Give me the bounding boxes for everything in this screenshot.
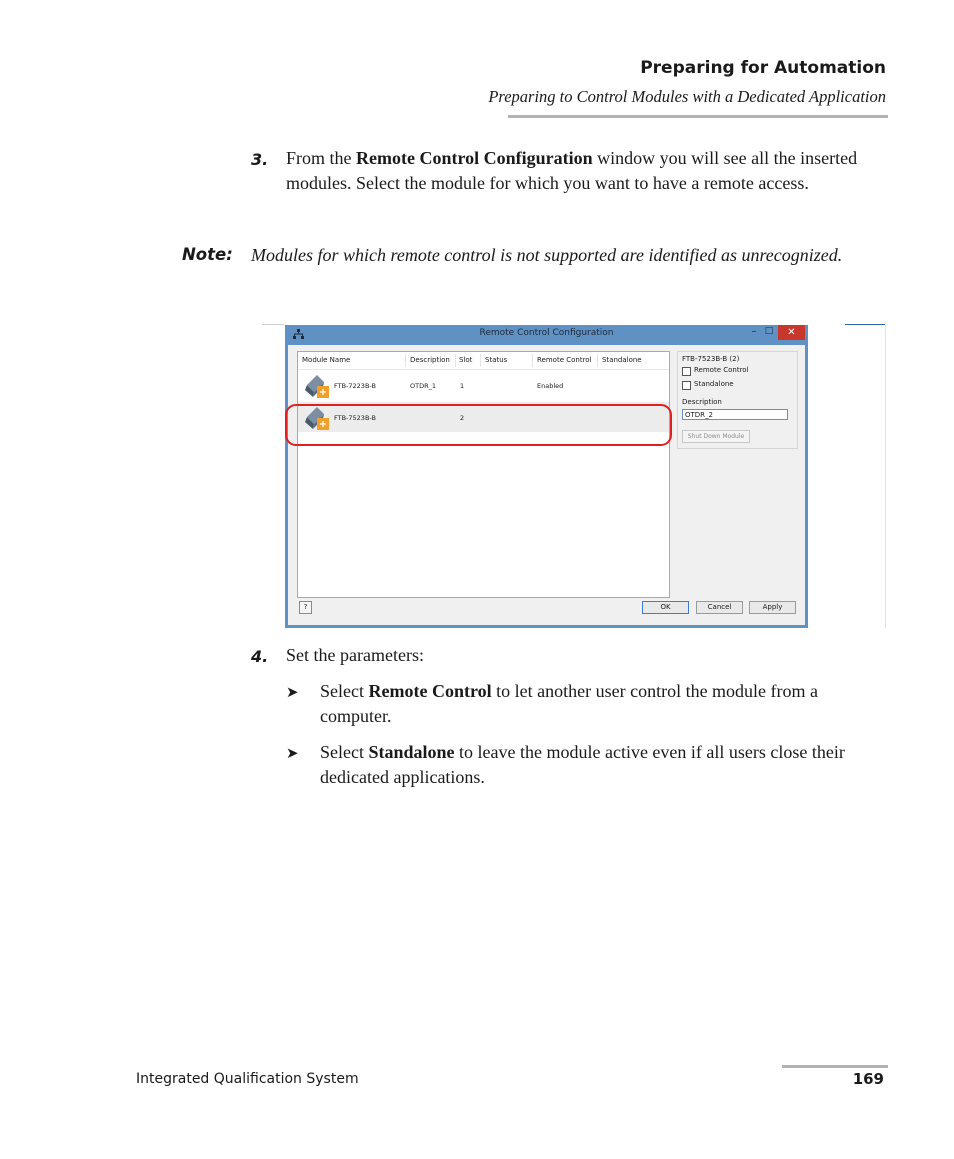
column-separator (532, 354, 533, 367)
bullet-2-option-name: Standalone (368, 742, 455, 762)
running-header-subtitle: Preparing to Control Modules with a Dedicated Application (488, 87, 886, 106)
note-label: Note: (182, 245, 233, 264)
cancel-button[interactable]: Cancel (696, 601, 743, 614)
module-name: FTB-7223B-B (334, 382, 376, 390)
screenshot-edge-right (885, 325, 886, 628)
page-number: 169 (852, 1070, 884, 1088)
column-header-module-name[interactable]: Module Name (302, 356, 351, 364)
apply-button[interactable]: Apply (749, 601, 796, 614)
bullet-2-text-end: to leave the module active even if all users close their dedicated applications. (320, 742, 845, 787)
bullet-remote-control (320, 679, 890, 729)
module-slot: 2 (460, 414, 465, 422)
column-header-standalone[interactable]: Standalone (602, 356, 642, 364)
module-list[interactable] (297, 351, 670, 598)
running-header-title: Preparing for Automation (640, 58, 886, 78)
maximize-button[interactable]: □ (764, 326, 774, 336)
module-icon (302, 371, 330, 399)
description-label: Description (682, 398, 722, 406)
step-3-text-end: window you will see all the inserted modules. Select the module for which you want to have a remote access. (286, 148, 858, 193)
footer-document-title: Integrated Qualification System (136, 1071, 359, 1087)
column-separator (405, 354, 406, 367)
step-3-text-start: From the (286, 148, 356, 168)
module-remote-control: Enabled (537, 382, 564, 390)
properties-title: FTB-7523B-B (2) (682, 355, 740, 363)
module-properties-panel (677, 351, 798, 449)
bullet-1-text-start: Select (320, 681, 369, 701)
column-separator (480, 354, 481, 367)
step-4-number: 4. (251, 647, 269, 666)
standalone-label: Standalone (694, 380, 734, 388)
screenshot-edge (262, 324, 284, 325)
column-header-remote-control[interactable]: Remote Control (537, 356, 592, 364)
window-title: Remote Control Configuration (479, 328, 614, 338)
step-3-text (286, 146, 886, 196)
screenshot-edge-accent (845, 324, 885, 325)
bullet-standalone (320, 740, 880, 790)
bullet-arrow-icon: ➤ (286, 685, 299, 701)
window-client-area (288, 345, 805, 625)
module-description: OTDR_1 (410, 382, 436, 390)
bullet-arrow-icon: ➤ (286, 746, 299, 762)
selection-highlight-outline (285, 404, 672, 446)
step-4-text: Set the parameters: (286, 645, 424, 665)
bullet-2-text-start: Select (320, 742, 369, 762)
footer-rule (782, 1065, 888, 1068)
note-text: Modules for which remote control is not supported are identified as unrecognized. (251, 245, 843, 265)
remote-control-checkbox[interactable] (682, 367, 691, 376)
help-button[interactable]: ? (299, 601, 312, 614)
remote-control-configuration-window (285, 325, 808, 628)
bullet-1-text-end: to let another user control the module from a computer. (320, 681, 819, 726)
remote-control-label: Remote Control (694, 366, 749, 374)
column-header-description[interactable]: Description (410, 356, 450, 364)
column-header-status[interactable]: Status (485, 356, 508, 364)
close-button[interactable]: ✕ (778, 325, 805, 340)
module-slot: 1 (460, 382, 465, 390)
shut-down-module-button[interactable]: Shut Down Module (682, 430, 750, 443)
window-titlebar[interactable] (285, 325, 808, 345)
step-3-number: 3. (251, 150, 269, 169)
module-name: FTB-7523B-B (334, 414, 376, 422)
step-3-window-name: Remote Control Configuration (356, 148, 593, 168)
description-input[interactable]: OTDR_2 (682, 409, 788, 420)
table-row[interactable] (298, 370, 669, 400)
column-header-slot[interactable]: Slot (459, 356, 473, 364)
standalone-checkbox[interactable] (682, 381, 691, 390)
column-separator (455, 354, 456, 367)
ok-button[interactable]: OK (642, 601, 689, 614)
header-rule (508, 115, 888, 118)
column-separator (597, 354, 598, 367)
bullet-1-option-name: Remote Control (368, 681, 492, 701)
minimize-button[interactable]: – (751, 326, 757, 337)
